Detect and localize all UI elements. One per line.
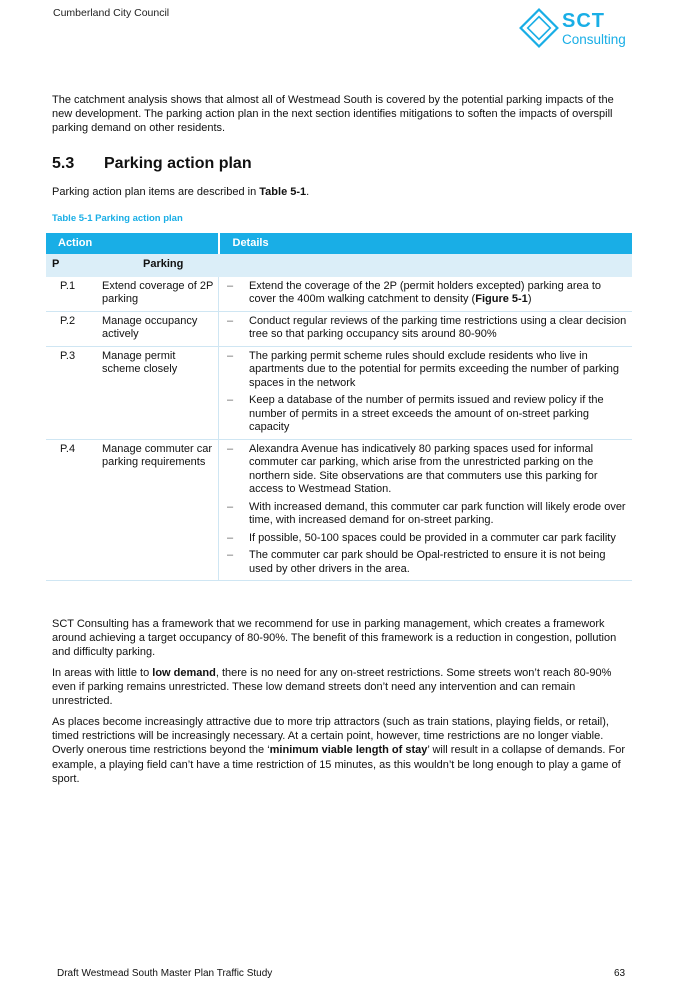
row-details — [219, 277, 633, 312]
body-paragraph-1: SCT Consulting has a framework that we recommend for use in parking management, which creates a framework around achieving a target occupancy of 80-90%. The benefit of this framework is a reduction in congestion, pollution and difficulty parking. — [52, 618, 617, 659]
detail-item: – Alexandra Avenue has indicatively 80 parking spaces used for informal commuter car parking, which arise from the unrestricted parking on the northern side. Site observations are that commuters use this parking for access to Westmead Station. — [227, 443, 628, 497]
row-code: P.1 — [46, 277, 92, 312]
category-label: Parking — [92, 254, 632, 277]
detail-item: – The parking permit scheme rules should exclude residents who live in apartments due to the potential for permits exceeding the number of parking spaces in the network — [227, 350, 628, 391]
details-list — [227, 315, 628, 342]
detail-item: – Conduct regular reviews of the parking time restrictions using a clear decision tree so that parking occupancy sits around 80-90% — [227, 315, 628, 342]
body-paragraph-3: As places become increasingly attractive due to more trip attractors (such as train stations, playing fields, or retail), timed restrictions will be increasingly necessary. At a certain point, however, time restrictions are no longer viable. Overly onerous time restrictions beyond the ‘minimum viable length of stay’ will result in a collapse of demands. For example, a playing field can’t have a time restriction of 15 minutes, as this wouldn’t be long enough to play a game of sport. — [52, 716, 626, 785]
category-code: P — [46, 254, 92, 277]
section-heading — [52, 155, 252, 173]
detail-item: – Keep a database of the number of permits issued and review policy if the number of permits in a street exceeds the amount of on-street parking capacity — [227, 394, 628, 435]
details-list — [227, 443, 628, 577]
row-code: P.4 — [46, 439, 92, 581]
sct-logo — [516, 5, 640, 53]
table-row — [46, 346, 632, 439]
section-number: 5.3 — [52, 155, 75, 172]
footer-title: Draft Westmead South Master Plan Traffic Study — [57, 968, 273, 979]
figure-reference: Figure 5-1 — [475, 293, 528, 305]
row-details — [219, 346, 633, 439]
row-code: P.2 — [46, 311, 92, 346]
detail-item: – The commuter car park should be Opal-restricted to ensure it is not being used by other drivers in the area. — [227, 549, 628, 576]
logo-diamond-icon — [516, 5, 564, 53]
section-lead: Parking action plan items are described in Table 5-1. — [52, 186, 310, 198]
table-caption: Table 5-1 Parking action plan — [52, 213, 183, 224]
detail-item: – If possible, 50-100 spaces could be provided in a commuter car park facility — [227, 532, 628, 546]
row-action: Manage commuter car parking requirements — [92, 439, 219, 581]
table-row — [46, 439, 632, 581]
row-details — [219, 311, 633, 346]
table-row — [46, 277, 632, 312]
header-action: Action — [46, 233, 219, 254]
table-header-row — [46, 233, 632, 254]
details-list — [227, 350, 628, 435]
detail-item: – Extend the coverage of the 2P (permit holders excepted) parking area to cover the 400m walking catchment to density (Figure 5-1) — [227, 280, 628, 307]
parking-action-table — [46, 233, 632, 581]
council-name: Cumberland City Council — [53, 7, 170, 19]
row-details — [219, 439, 633, 581]
intro-paragraph: The catchment analysis shows that almost all of Westmead South is covered by the potential parking impacts of the new development. The parking action plan in the next section identifies mitigations to soften the impacts of overspill parking demand on other residents. — [52, 94, 614, 135]
row-code: P.3 — [46, 346, 92, 439]
section-title: Parking action plan — [104, 155, 252, 172]
page-number: 63 — [614, 968, 626, 979]
row-action: Manage permit scheme closely — [92, 346, 219, 439]
detail-item: – With increased demand, this commuter car park function will likely erode over time, with increased demand for on-street parking. — [227, 501, 628, 528]
logo-text-sct: SCT — [562, 10, 605, 32]
table-reference: Table 5-1 — [259, 186, 307, 198]
row-action: Extend coverage of 2P parking — [92, 277, 219, 312]
details-list — [227, 280, 628, 307]
header-details: Details — [219, 233, 633, 254]
row-action: Manage occupancy actively — [92, 311, 219, 346]
category-row — [46, 254, 632, 277]
logo-text-consulting: Consulting — [562, 32, 626, 47]
table-row — [46, 311, 632, 346]
body-paragraph-2: In areas with little to low demand, there is no need for any on-street restrictions. Some streets won’t reach 80-90% even if parking remains unrestricted. These low demand streets don’t need any intervention and can remain unrestricted. — [52, 667, 612, 708]
